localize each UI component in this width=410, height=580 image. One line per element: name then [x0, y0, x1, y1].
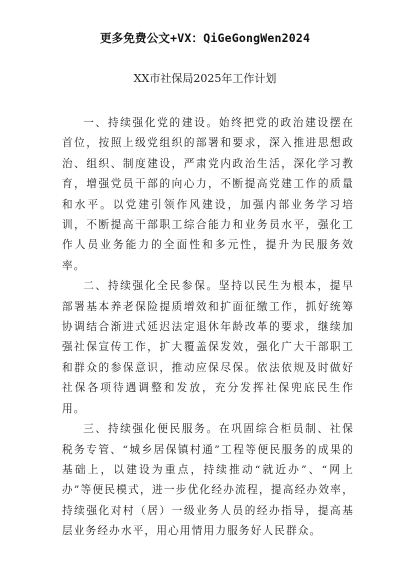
document-title: XX市社保局2025年工作计划 [133, 72, 277, 85]
paragraph-party-building: 一、持续强化党的建设。始终把党的政治建设摆在首位，按照上级党组织的部署和要求，深入推进思想政治、组织、制度建设，严肃党内政治生活，深化学习教育，增强党员干部的向心力，不断提高党建工作的质量和水平。以党建引领作风建设，加强内部业务学习培训，不断提高干部职工综合能力和业务员水平，强化工作人员业务能力的全面性和多元性，提升为民服务效率。 [62, 117, 354, 272]
promo-header: 更多免费公文+VX：QiGeGongWen2024 [99, 31, 311, 45]
paragraph-social-insurance: 二、持续强化全民参保。坚持以民生为根本，提早部署基本养老保险提质增效和扩面征缴工作，抓好统筹协调结合渐进式延迟法定退休年龄改革的要求，继续加强社保宣传工作，扩大覆盖保发效，强化广大干部职工和群众的参保意识，推动应保尽保。依法依规及时做好社保各项待遇调整和发放，充分发挥社保兜底民生作用。 [62, 280, 354, 415]
paragraph-convenience-service: 三、持续强化便民服务。在巩固综合柜员制、社保税务专管、“城乡居保镇村通”工程等便民服务的成果的基础上，以建设为重点，持续推动“就近办”、“网上办”等便民模式，进一步优化经办流程，提高经办效率，持续强化对村（居）一级业务人员的经办指导，提高基层业务经办水平，用心用情用力服务好人民群众。 [62, 423, 354, 538]
document-body [62, 113, 354, 542]
